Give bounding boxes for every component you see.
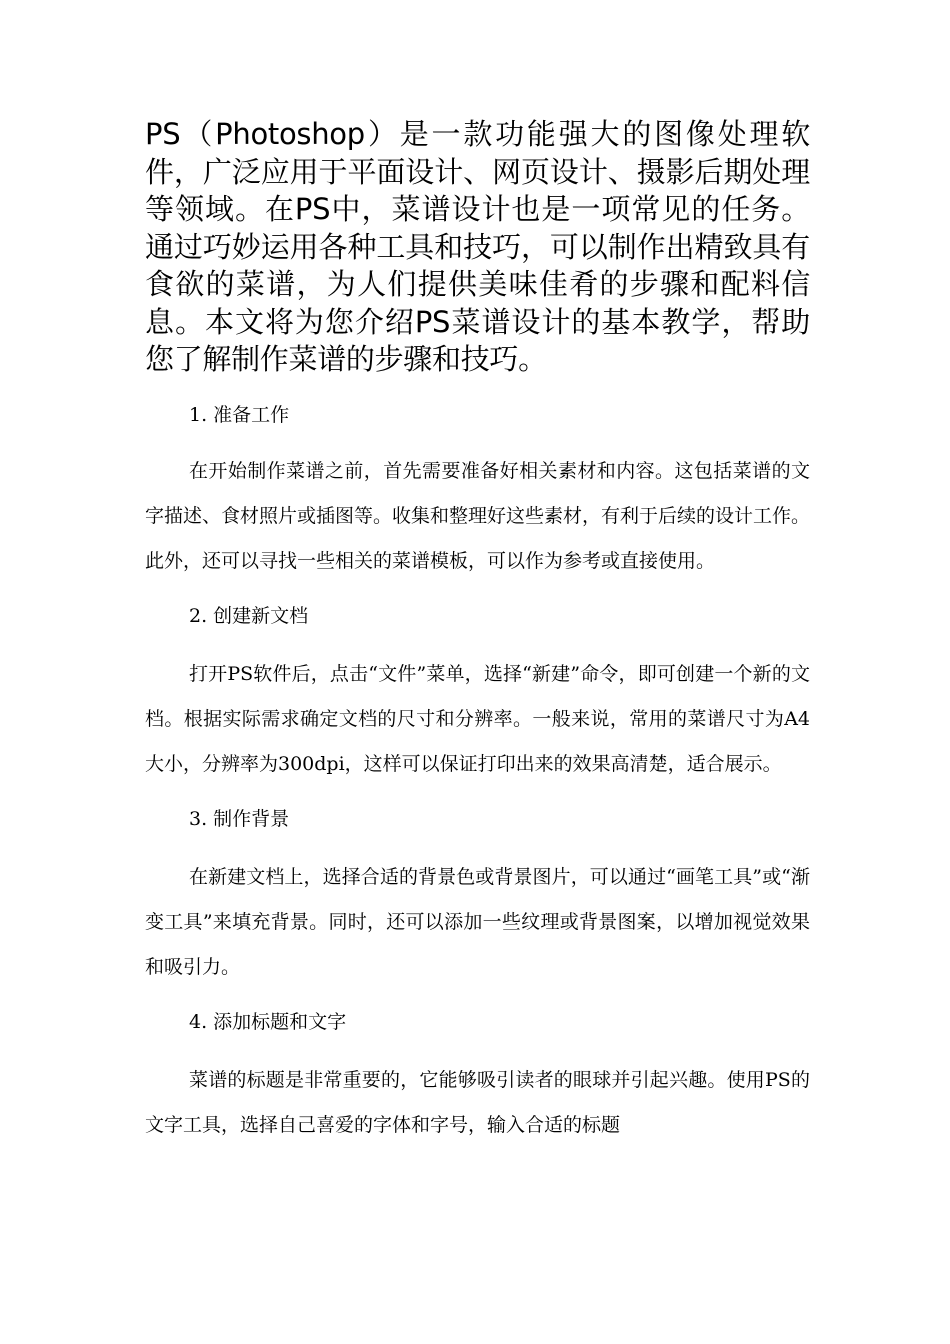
document-page: [145, 116, 810, 1148]
section-heading-title-text: 4. 添加标题和文字: [189, 1010, 347, 1033]
section-heading-prepare: 1. 准备工作: [189, 403, 290, 426]
section-heading-background: 3. 制作背景: [189, 807, 290, 830]
section-body-prepare: 在开始制作菜谱之前，首先需要准备好相关素材和内容。这包括菜谱的文字描述、食材照片或插图等。收集和整理好这些素材，有利于后续的设计工作。此外，还可以寻找一些相关的菜谱模板，可以作为参考或直接使用。: [145, 459, 811, 572]
intro-paragraph: PS（Photoshop）是一款功能强大的图像处理软件，广泛应用于平面设计、网页设计、摄影后期处理等领域。在PS中，菜谱设计也是一项常见的任务。通过巧妙运用各种工具和技巧，可以制作出精致具有食欲的菜谱，为人们提供美味佳肴的步骤和配料信息。本文将为您介绍PS菜谱设计的基本教学，帮助您了解制作菜谱的步骤和技巧。: [145, 117, 810, 376]
section-heading-new-document: 2. 创建新文档: [189, 604, 309, 627]
section-body-new-document: 打开PS软件后，点击“文件”菜单，选择“新建”命令，即可创建一个新的文档。根据实际需求确定文档的尺寸和分辨率。一般来说，常用的菜谱尺寸为A4大小，分辨率为300dpi，这样可以保证打印出来的效果高清楚，适合展示。: [145, 662, 810, 775]
section-body-background: 在新建文档上，选择合适的背景色或背景图片，可以通过“画笔工具”或“渐变工具”来填充背景。同时，还可以添加一些纹理或背景图案，以增加视觉效果和吸引力。: [145, 865, 810, 978]
section-body-title-text: 菜谱的标题是非常重要的，它能够吸引读者的眼球并引起兴趣。使用PS的文字工具，选择自己喜爱的字体和字号，输入合适的标题: [145, 1068, 810, 1136]
